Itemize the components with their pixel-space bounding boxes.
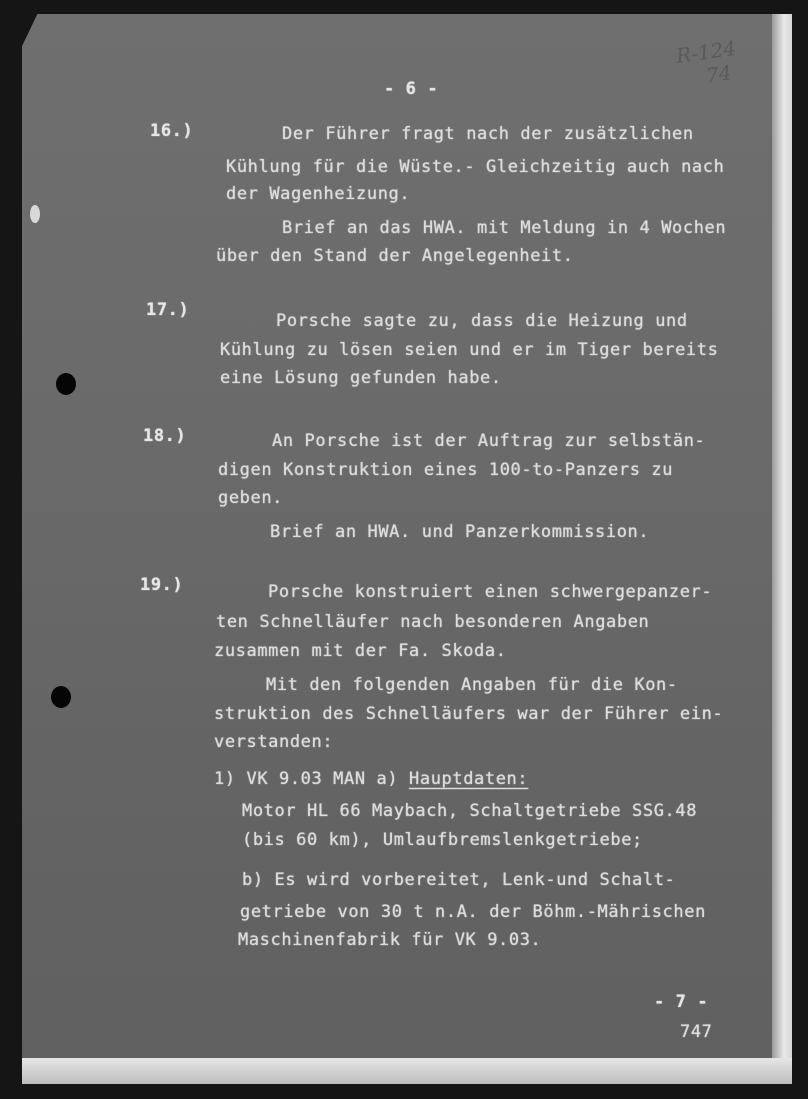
sub-item-1-heading xyxy=(214,765,528,794)
archive-mark-code: R-124 xyxy=(674,35,738,69)
page-number-bottom: - 7 - xyxy=(654,992,709,1012)
item-17-line-3: eine Lösung gefunden habe. xyxy=(220,368,502,388)
page-edge-nick xyxy=(30,205,40,223)
punch-hole-upper xyxy=(56,373,76,395)
item-number-16: 16.) xyxy=(150,121,194,141)
sub-item-1-line-1: Motor HL 66 Maybach, Schaltgetriebe SSG.48 xyxy=(242,801,698,821)
item-18-line-4: Brief an HWA. und Panzerkommission. xyxy=(270,522,650,542)
item-19-line-3: zusammen mit der Fa. Skoda. xyxy=(214,641,507,661)
item-19-line-1: Porsche konstruiert einen schwergepanzer- xyxy=(268,582,713,602)
sub-item-1-line-2: (bis 60 km), Umlaufbremslenkgetriebe; xyxy=(242,830,643,850)
item-19-line-5: struktion des Schnelläufers war der Führer ein- xyxy=(214,704,724,724)
item-16-line-1: Der Führer fragt nach der zusätzlichen xyxy=(282,124,694,144)
item-17-line-2: Kühlung zu lösen seien und er im Tiger bereits xyxy=(220,340,719,360)
sub-item-1-line-3: b) Es wird vorbereitet, Lenk-und Schalt- xyxy=(242,870,676,890)
item-16-line-3: der Wagenheizung. xyxy=(226,184,411,204)
punch-hole-lower xyxy=(51,686,71,708)
item-19-line-2: ten Schnelläufer nach besonderen Angaben xyxy=(216,612,650,632)
item-18-line-3: geben. xyxy=(218,488,284,508)
item-16-line-5: über den Stand der Angelegenheit. xyxy=(216,246,574,266)
item-number-19: 19.) xyxy=(140,575,184,595)
stamp-number: 747 xyxy=(680,1022,713,1042)
item-number-18: 18.) xyxy=(143,426,187,446)
page-edge-bottom xyxy=(22,1058,792,1084)
item-19-line-6: verstanden: xyxy=(214,732,334,752)
archive-mark-number: 74 xyxy=(704,60,733,88)
sub-item-1-main-data-label: Hauptdaten: xyxy=(409,769,529,789)
item-19-line-4: Mit den folgenden Angaben für die Kon- xyxy=(266,675,678,695)
sub-item-1-line-5: Maschinenfabrik für VK 9.03. xyxy=(238,930,542,950)
page-number-top: - 6 - xyxy=(384,79,439,99)
sub-item-1-prefix: 1) VK 9.03 MAN a) xyxy=(214,769,410,789)
item-number-17: 17.) xyxy=(146,300,190,320)
item-16-line-4: Brief an das HWA. mit Meldung in 4 Wochen xyxy=(282,218,727,238)
item-18-line-1: An Porsche ist der Auftrag zur selbstän- xyxy=(272,431,706,451)
item-18-line-2: digen Konstruktion eines 100-to-Panzers zu xyxy=(218,460,674,480)
page-edge-right xyxy=(772,14,792,1084)
sub-item-1-line-4: getriebe von 30 t n.A. der Böhm.-Mährischen xyxy=(240,902,706,922)
item-16-line-2: Kühlung für die Wüste.- Gleichzeitig auch nach xyxy=(226,157,725,177)
item-17-line-1: Porsche sagte zu, dass die Heizung und xyxy=(276,311,688,331)
